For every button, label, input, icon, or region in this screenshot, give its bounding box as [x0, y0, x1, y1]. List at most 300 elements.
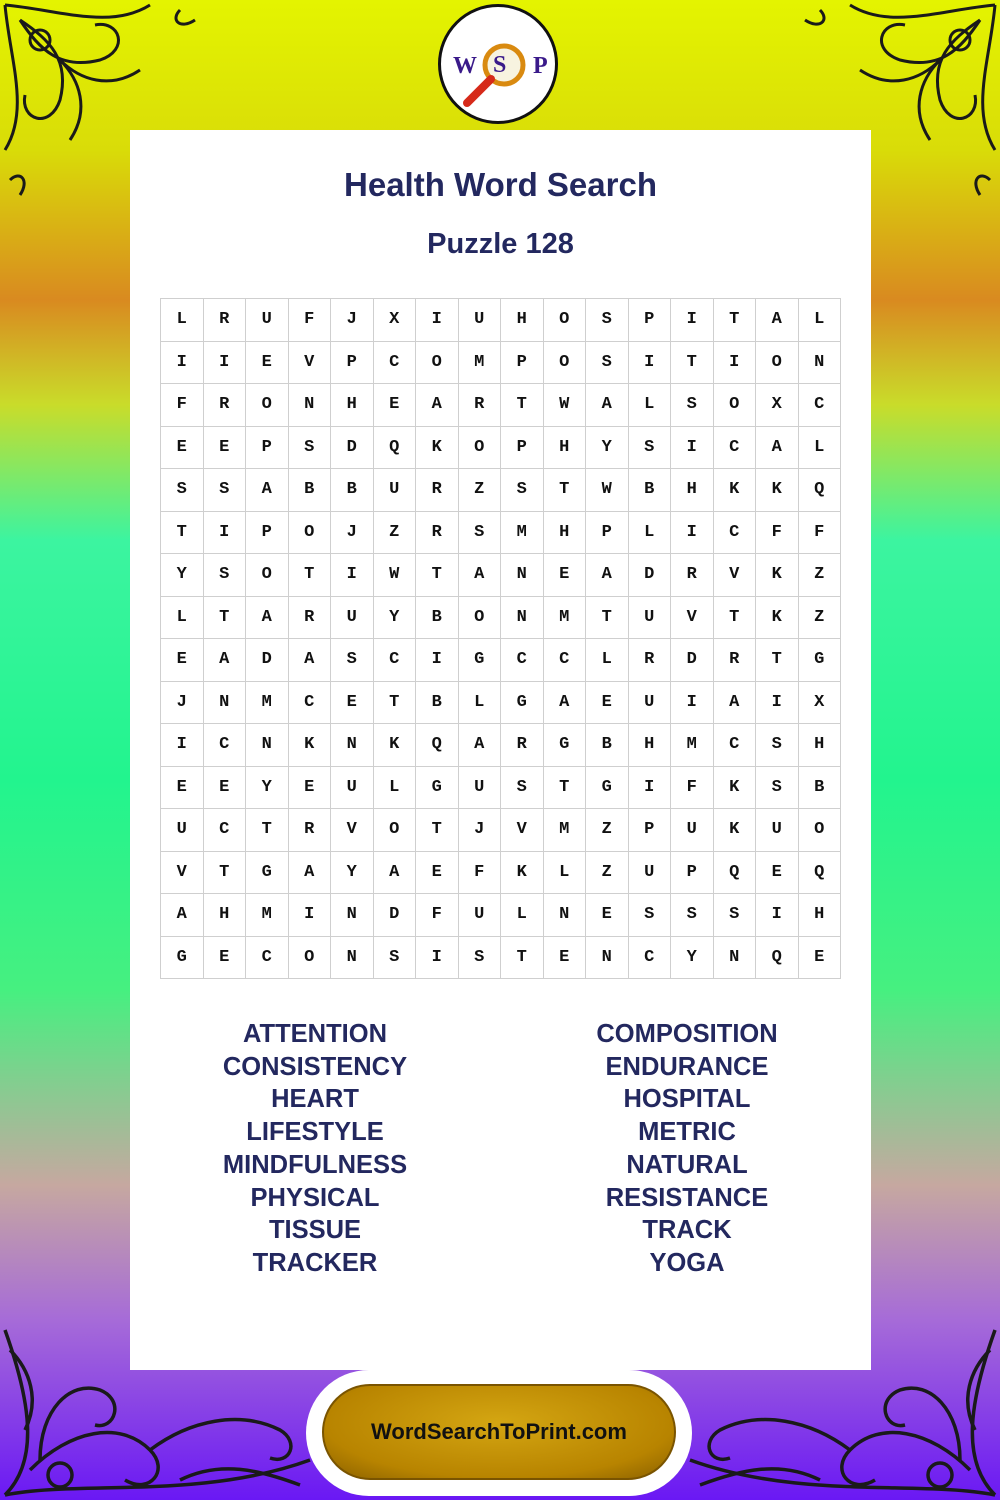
grid-cell[interactable]: P: [671, 851, 714, 894]
grid-cell[interactable]: S: [501, 469, 544, 512]
grid-cell[interactable]: O: [288, 936, 331, 979]
grid-cell[interactable]: S: [288, 426, 331, 469]
grid-cell[interactable]: G: [246, 851, 289, 894]
grid-cell[interactable]: D: [373, 894, 416, 937]
grid-cell[interactable]: A: [586, 384, 629, 427]
grid-cell[interactable]: N: [543, 894, 586, 937]
grid-cell[interactable]: W: [543, 384, 586, 427]
grid-cell[interactable]: E: [586, 894, 629, 937]
grid-cell[interactable]: A: [543, 681, 586, 724]
site-link-label: WordSearchToPrint.com: [371, 1419, 627, 1444]
grid-cell[interactable]: K: [713, 766, 756, 809]
word-list-item: RESISTANCE: [605, 1183, 769, 1212]
grid-cell[interactable]: C: [203, 809, 246, 852]
grid-cell[interactable]: O: [373, 809, 416, 852]
grid-cell[interactable]: C: [798, 384, 841, 427]
grid-cell[interactable]: P: [501, 426, 544, 469]
grid-cell[interactable]: P: [628, 809, 671, 852]
grid-cell[interactable]: K: [713, 809, 756, 852]
grid-cell[interactable]: C: [203, 724, 246, 767]
word-list-item: METRIC: [638, 1118, 736, 1147]
grid-cell[interactable]: V: [331, 809, 374, 852]
grid-cell[interactable]: E: [586, 681, 629, 724]
grid-cell[interactable]: M: [458, 341, 501, 384]
word-list-item: CONSISTENCY: [222, 1052, 408, 1081]
grid-cell[interactable]: N: [331, 894, 374, 937]
grid-cell[interactable]: Z: [798, 596, 841, 639]
grid-cell[interactable]: Z: [458, 469, 501, 512]
grid-cell[interactable]: A: [288, 851, 331, 894]
word-list-item: COMPOSITION: [596, 1020, 778, 1048]
grid-cell[interactable]: U: [628, 596, 671, 639]
grid-cell[interactable]: E: [288, 766, 331, 809]
word-list-item: TRACKER: [252, 1248, 378, 1277]
grid-cell[interactable]: A: [373, 851, 416, 894]
grid-cell[interactable]: K: [713, 469, 756, 512]
grid-cell[interactable]: G: [161, 936, 204, 979]
grid-cell[interactable]: X: [373, 299, 416, 342]
grid-cell[interactable]: A: [713, 681, 756, 724]
grid-cell[interactable]: S: [458, 511, 501, 554]
word-list-item: TISSUE: [268, 1216, 362, 1245]
grid-cell[interactable]: I: [756, 894, 799, 937]
grid-cell[interactable]: E: [161, 426, 204, 469]
grid-cell[interactable]: A: [458, 554, 501, 597]
grid-cell[interactable]: T: [671, 341, 714, 384]
grid-row: [161, 681, 841, 724]
grid-cell[interactable]: O: [246, 384, 289, 427]
grid-cell[interactable]: Y: [331, 851, 374, 894]
grid-cell[interactable]: T: [713, 299, 756, 342]
grid-cell[interactable]: T: [288, 554, 331, 597]
grid-cell[interactable]: U: [331, 596, 374, 639]
grid-cell[interactable]: U: [458, 766, 501, 809]
grid-cell[interactable]: R: [416, 469, 459, 512]
grid-cell[interactable]: E: [203, 766, 246, 809]
grid-cell[interactable]: I: [671, 426, 714, 469]
grid-cell[interactable]: C: [628, 936, 671, 979]
grid-cell[interactable]: R: [713, 639, 756, 682]
grid-cell[interactable]: T: [416, 809, 459, 852]
letter-grid: [160, 298, 841, 979]
grid-cell[interactable]: X: [798, 681, 841, 724]
grid-cell[interactable]: G: [543, 724, 586, 767]
grid-cell[interactable]: G: [458, 639, 501, 682]
grid-cell[interactable]: M: [246, 894, 289, 937]
grid-cell[interactable]: R: [671, 554, 714, 597]
grid-cell[interactable]: S: [501, 766, 544, 809]
grid-cell[interactable]: T: [501, 936, 544, 979]
grid-cell[interactable]: C: [713, 511, 756, 554]
grid-cell[interactable]: S: [756, 724, 799, 767]
grid-cell[interactable]: Q: [713, 851, 756, 894]
grid-cell[interactable]: C: [713, 426, 756, 469]
grid-cell[interactable]: U: [331, 766, 374, 809]
site-logo[interactable]: [438, 4, 558, 124]
word-list-item: NATURAL: [626, 1150, 748, 1179]
grid-cell[interactable]: O: [543, 341, 586, 384]
grid-cell[interactable]: T: [416, 554, 459, 597]
word-list-item: ATTENTION: [242, 1020, 387, 1048]
grid-cell[interactable]: R: [628, 639, 671, 682]
grid-cell[interactable]: C: [246, 936, 289, 979]
grid-cell[interactable]: I: [756, 681, 799, 724]
grid-cell[interactable]: U: [628, 681, 671, 724]
grid-cell[interactable]: E: [203, 426, 246, 469]
grid-cell[interactable]: V: [713, 554, 756, 597]
grid-cell[interactable]: Z: [586, 851, 629, 894]
grid-cell[interactable]: I: [161, 341, 204, 384]
grid-cell[interactable]: O: [246, 554, 289, 597]
grid-cell[interactable]: E: [373, 384, 416, 427]
grid-cell[interactable]: E: [798, 936, 841, 979]
grid-cell[interactable]: K: [756, 596, 799, 639]
grid-cell[interactable]: U: [671, 809, 714, 852]
grid-cell[interactable]: I: [628, 766, 671, 809]
logo-letter-w: W: [453, 53, 477, 79]
grid-cell[interactable]: P: [246, 426, 289, 469]
grid-cell[interactable]: H: [543, 426, 586, 469]
grid-cell[interactable]: C: [373, 639, 416, 682]
grid-cell[interactable]: S: [373, 936, 416, 979]
grid-cell[interactable]: S: [161, 469, 204, 512]
grid-cell[interactable]: C: [373, 341, 416, 384]
grid-row: [161, 766, 841, 809]
grid-cell[interactable]: J: [458, 809, 501, 852]
grid-cell[interactable]: E: [331, 681, 374, 724]
grid-row: [161, 426, 841, 469]
grid-cell[interactable]: N: [501, 554, 544, 597]
grid-row: [161, 639, 841, 682]
grid-cell[interactable]: R: [203, 384, 246, 427]
word-list-item: ENDURANCE: [605, 1052, 769, 1081]
grid-cell[interactable]: N: [798, 341, 841, 384]
grid-cell[interactable]: N: [203, 681, 246, 724]
grid-cell[interactable]: A: [288, 639, 331, 682]
grid-cell[interactable]: C: [543, 639, 586, 682]
grid-cell[interactable]: T: [246, 809, 289, 852]
grid-cell[interactable]: B: [331, 469, 374, 512]
grid-cell[interactable]: Q: [798, 851, 841, 894]
grid-cell[interactable]: N: [331, 724, 374, 767]
grid-cell[interactable]: W: [373, 554, 416, 597]
grid-cell[interactable]: S: [586, 299, 629, 342]
grid-cell[interactable]: J: [331, 511, 374, 554]
grid-cell[interactable]: U: [458, 299, 501, 342]
grid-cell[interactable]: C: [713, 724, 756, 767]
grid-cell[interactable]: T: [586, 596, 629, 639]
grid-cell[interactable]: Q: [756, 936, 799, 979]
grid-cell[interactable]: M: [246, 681, 289, 724]
grid-cell[interactable]: E: [543, 554, 586, 597]
grid-cell[interactable]: O: [713, 384, 756, 427]
grid-cell[interactable]: H: [798, 894, 841, 937]
grid-row: [161, 809, 841, 852]
grid-cell[interactable]: A: [756, 299, 799, 342]
grid-cell[interactable]: E: [161, 639, 204, 682]
grid-cell[interactable]: A: [246, 596, 289, 639]
grid-cell[interactable]: S: [628, 894, 671, 937]
grid-cell[interactable]: Y: [161, 554, 204, 597]
grid-row: [161, 936, 841, 979]
grid-cell[interactable]: S: [586, 341, 629, 384]
grid-cell[interactable]: R: [501, 724, 544, 767]
grid-cell[interactable]: B: [798, 766, 841, 809]
grid-cell[interactable]: S: [713, 894, 756, 937]
grid-cell[interactable]: Y: [586, 426, 629, 469]
grid-cell[interactable]: H: [628, 724, 671, 767]
grid-cell[interactable]: L: [501, 894, 544, 937]
page-title: Health Word Search: [344, 166, 657, 203]
grid-cell[interactable]: E: [416, 851, 459, 894]
grid-cell[interactable]: B: [416, 596, 459, 639]
grid-cell[interactable]: D: [628, 554, 671, 597]
grid-cell[interactable]: H: [501, 299, 544, 342]
grid-cell[interactable]: Y: [373, 596, 416, 639]
grid-cell[interactable]: M: [671, 724, 714, 767]
grid-cell[interactable]: U: [373, 469, 416, 512]
grid-row: [161, 341, 841, 384]
grid-row: [161, 299, 841, 342]
grid-cell[interactable]: L: [586, 639, 629, 682]
grid-cell[interactable]: L: [458, 681, 501, 724]
grid-cell[interactable]: Y: [671, 936, 714, 979]
grid-cell[interactable]: C: [501, 639, 544, 682]
grid-row: [161, 554, 841, 597]
grid-cell[interactable]: O: [288, 511, 331, 554]
grid-cell[interactable]: I: [161, 724, 204, 767]
grid-cell[interactable]: K: [501, 851, 544, 894]
grid-cell[interactable]: L: [798, 299, 841, 342]
grid-cell[interactable]: V: [501, 809, 544, 852]
grid-cell[interactable]: P: [586, 511, 629, 554]
grid-cell[interactable]: I: [628, 341, 671, 384]
grid-cell[interactable]: U: [458, 894, 501, 937]
grid-cell[interactable]: K: [756, 469, 799, 512]
logo-letter-s: S: [493, 52, 507, 78]
grid-cell[interactable]: D: [246, 639, 289, 682]
grid-cell[interactable]: M: [543, 596, 586, 639]
grid-cell[interactable]: I: [713, 341, 756, 384]
grid-cell[interactable]: E: [161, 766, 204, 809]
grid-cell[interactable]: R: [416, 511, 459, 554]
grid-cell[interactable]: L: [798, 426, 841, 469]
grid-cell[interactable]: F: [458, 851, 501, 894]
grid-cell[interactable]: V: [288, 341, 331, 384]
grid-cell[interactable]: G: [586, 766, 629, 809]
grid-cell[interactable]: H: [543, 511, 586, 554]
grid-cell[interactable]: F: [671, 766, 714, 809]
grid-cell[interactable]: Z: [586, 809, 629, 852]
grid-row: [161, 724, 841, 767]
word-list-item: LIFESTYLE: [246, 1118, 384, 1147]
word-list-item: HEART: [271, 1085, 359, 1114]
grid-cell[interactable]: P: [331, 341, 374, 384]
grid-cell[interactable]: A: [203, 639, 246, 682]
grid-cell[interactable]: B: [628, 469, 671, 512]
grid-cell[interactable]: I: [671, 511, 714, 554]
word-list-right: [502, 1018, 872, 1280]
grid-cell[interactable]: S: [331, 639, 374, 682]
grid-cell[interactable]: A: [416, 384, 459, 427]
grid-cell[interactable]: O: [756, 341, 799, 384]
grid-row: [161, 384, 841, 427]
grid-cell[interactable]: T: [203, 851, 246, 894]
grid-cell[interactable]: E: [203, 936, 246, 979]
grid-cell[interactable]: P: [501, 341, 544, 384]
grid-cell[interactable]: P: [246, 511, 289, 554]
grid-cell[interactable]: A: [161, 894, 204, 937]
puzzle-number: Puzzle 128: [427, 228, 574, 260]
grid-cell[interactable]: G: [501, 681, 544, 724]
grid-row: [161, 894, 841, 937]
word-list-item: YOGA: [649, 1248, 725, 1277]
grid-cell[interactable]: Z: [373, 511, 416, 554]
grid-cell[interactable]: W: [586, 469, 629, 512]
grid-cell[interactable]: S: [203, 554, 246, 597]
grid-cell[interactable]: I: [416, 936, 459, 979]
grid-cell[interactable]: O: [458, 596, 501, 639]
grid-cell[interactable]: T: [543, 469, 586, 512]
grid-cell[interactable]: E: [756, 851, 799, 894]
grid-cell[interactable]: F: [161, 384, 204, 427]
grid-cell[interactable]: L: [628, 384, 671, 427]
grid-cell[interactable]: Y: [246, 766, 289, 809]
grid-cell[interactable]: I: [671, 299, 714, 342]
grid-cell[interactable]: S: [671, 384, 714, 427]
grid-cell[interactable]: A: [458, 724, 501, 767]
grid-cell[interactable]: T: [501, 384, 544, 427]
grid-cell[interactable]: N: [246, 724, 289, 767]
grid-cell[interactable]: M: [543, 809, 586, 852]
grid-cell[interactable]: I: [671, 681, 714, 724]
site-link-button[interactable]: [322, 1384, 676, 1480]
grid-cell[interactable]: T: [543, 766, 586, 809]
grid-cell[interactable]: E: [543, 936, 586, 979]
grid-cell[interactable]: O: [458, 426, 501, 469]
grid-cell[interactable]: B: [416, 681, 459, 724]
grid-cell[interactable]: C: [288, 681, 331, 724]
word-list-item: MINDFULNESS: [222, 1150, 408, 1179]
grid-cell[interactable]: Z: [798, 554, 841, 597]
grid-cell[interactable]: S: [628, 426, 671, 469]
grid-cell[interactable]: N: [501, 596, 544, 639]
grid-cell[interactable]: L: [543, 851, 586, 894]
logo-letter-p: P: [533, 53, 548, 79]
grid-cell[interactable]: P: [628, 299, 671, 342]
grid-cell[interactable]: B: [586, 724, 629, 767]
grid-cell[interactable]: N: [331, 936, 374, 979]
grid-cell[interactable]: T: [203, 596, 246, 639]
grid-cell[interactable]: N: [713, 936, 756, 979]
grid-cell[interactable]: D: [331, 426, 374, 469]
grid-cell[interactable]: V: [671, 596, 714, 639]
grid-cell[interactable]: R: [288, 809, 331, 852]
grid-cell[interactable]: H: [798, 724, 841, 767]
grid-cell[interactable]: E: [246, 341, 289, 384]
grid-cell[interactable]: K: [416, 426, 459, 469]
grid-cell[interactable]: F: [798, 511, 841, 554]
grid-cell[interactable]: B: [288, 469, 331, 512]
grid-cell[interactable]: U: [246, 299, 289, 342]
grid-cell[interactable]: J: [161, 681, 204, 724]
grid-cell[interactable]: T: [161, 511, 204, 554]
grid-cell[interactable]: G: [416, 766, 459, 809]
grid-cell[interactable]: F: [288, 299, 331, 342]
grid-row: [161, 469, 841, 512]
grid-cell[interactable]: K: [288, 724, 331, 767]
grid-cell[interactable]: A: [246, 469, 289, 512]
grid-cell[interactable]: I: [331, 554, 374, 597]
word-list-left: [130, 1018, 500, 1280]
grid-cell[interactable]: Q: [416, 724, 459, 767]
grid-cell[interactable]: A: [756, 426, 799, 469]
grid-cell[interactable]: O: [798, 809, 841, 852]
grid-cell[interactable]: T: [373, 681, 416, 724]
word-list-item: PHYSICAL: [250, 1183, 380, 1212]
grid-cell[interactable]: N: [288, 384, 331, 427]
grid-cell[interactable]: R: [203, 299, 246, 342]
grid-cell[interactable]: M: [501, 511, 544, 554]
grid-cell[interactable]: T: [713, 596, 756, 639]
grid-cell[interactable]: U: [161, 809, 204, 852]
word-list-item: TRACK: [642, 1216, 732, 1245]
grid-row: [161, 511, 841, 554]
grid-cell[interactable]: J: [331, 299, 374, 342]
puzzle-card: [130, 130, 871, 1370]
grid-cell[interactable]: S: [671, 894, 714, 937]
grid-cell[interactable]: H: [331, 384, 374, 427]
grid-cell[interactable]: Q: [798, 469, 841, 512]
grid-cell[interactable]: I: [416, 299, 459, 342]
word-list-item: HOSPITAL: [623, 1085, 751, 1114]
grid-cell[interactable]: V: [161, 851, 204, 894]
grid-cell[interactable]: S: [756, 766, 799, 809]
grid-cell[interactable]: S: [203, 469, 246, 512]
grid-cell[interactable]: R: [458, 384, 501, 427]
grid-cell[interactable]: I: [416, 639, 459, 682]
grid-cell[interactable]: U: [628, 851, 671, 894]
grid-cell[interactable]: L: [161, 596, 204, 639]
grid-cell[interactable]: X: [756, 384, 799, 427]
grid-cell[interactable]: S: [458, 936, 501, 979]
grid-cell[interactable]: L: [373, 766, 416, 809]
grid-cell[interactable]: R: [288, 596, 331, 639]
grid-cell[interactable]: K: [373, 724, 416, 767]
grid-cell[interactable]: A: [586, 554, 629, 597]
grid-cell[interactable]: D: [671, 639, 714, 682]
grid-cell[interactable]: I: [203, 341, 246, 384]
grid-cell[interactable]: O: [416, 341, 459, 384]
grid-cell[interactable]: L: [161, 299, 204, 342]
grid-cell[interactable]: T: [756, 639, 799, 682]
grid-cell[interactable]: Q: [373, 426, 416, 469]
grid-cell[interactable]: F: [416, 894, 459, 937]
grid-cell[interactable]: G: [798, 639, 841, 682]
grid-cell[interactable]: I: [288, 894, 331, 937]
grid-cell[interactable]: K: [756, 554, 799, 597]
grid-cell[interactable]: H: [203, 894, 246, 937]
grid-cell[interactable]: L: [628, 511, 671, 554]
grid-row: [161, 851, 841, 894]
grid-cell[interactable]: N: [586, 936, 629, 979]
grid-row: [161, 596, 841, 639]
grid-cell[interactable]: I: [203, 511, 246, 554]
grid-cell[interactable]: U: [756, 809, 799, 852]
grid-cell[interactable]: F: [756, 511, 799, 554]
grid-cell[interactable]: H: [671, 469, 714, 512]
grid-cell[interactable]: O: [543, 299, 586, 342]
